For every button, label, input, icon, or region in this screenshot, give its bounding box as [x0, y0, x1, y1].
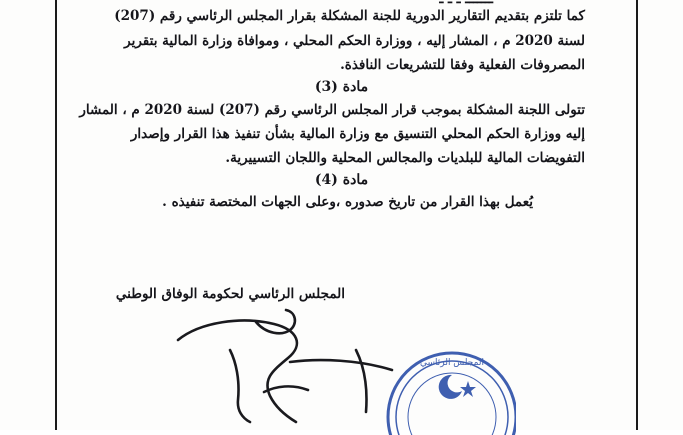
article-3-heading: مادة (3) — [314, 79, 369, 95]
star-icon — [460, 381, 476, 397]
paragraph-2-line-2: إليه ووزارة الحكم المحلي التنسيق مع وزارة المالية بشأن تنفيذ هذا القرار وإصدار — [130, 126, 585, 142]
paragraph-1-line-1: كما تلتزم بتقديم التقارير الدورية للجنة المشكلة بقرار المجلس الرئاسي رقم (207) — [114, 8, 585, 24]
signatory-title: المجلس الرئاسي لحكومة الوفاق الوطني — [115, 286, 345, 302]
official-seal — [386, 345, 516, 435]
crescent-icon — [439, 375, 462, 399]
paragraph-3-line-1: يُعمل بهذا القرار من تاريخ صدوره ،وعلى الجهات المختصة تنفيذه . — [162, 194, 533, 210]
clipped-previous-line — [439, 0, 493, 7]
article-4-heading: مادة (4) — [314, 172, 369, 188]
paragraph-2-line-3: التفويضات المالية للبلديات والمجالس المحلية واللجان التسييرية. — [225, 150, 585, 166]
paragraph-1-line-3: المصروفات الفعلية وفقا للتشريعات النافذة. — [340, 57, 585, 73]
page-border-right — [636, 0, 638, 430]
seal-text: المجلس الرئاسي — [419, 358, 485, 368]
paragraph-2-line-1: تتولى اللجنة المشكلة بموجب قرار المجلس الرئاسي رقم (207) لسنة 2020 م ، المشار — [79, 102, 585, 118]
paragraph-1-line-2: لسنة 2020 م ، المشار إليه ، ووزارة الحكم المحلي ، وموافاة وزارة المالية بتقرير — [124, 33, 585, 49]
handwritten-signature — [170, 300, 400, 430]
page-border-left — [55, 0, 57, 430]
